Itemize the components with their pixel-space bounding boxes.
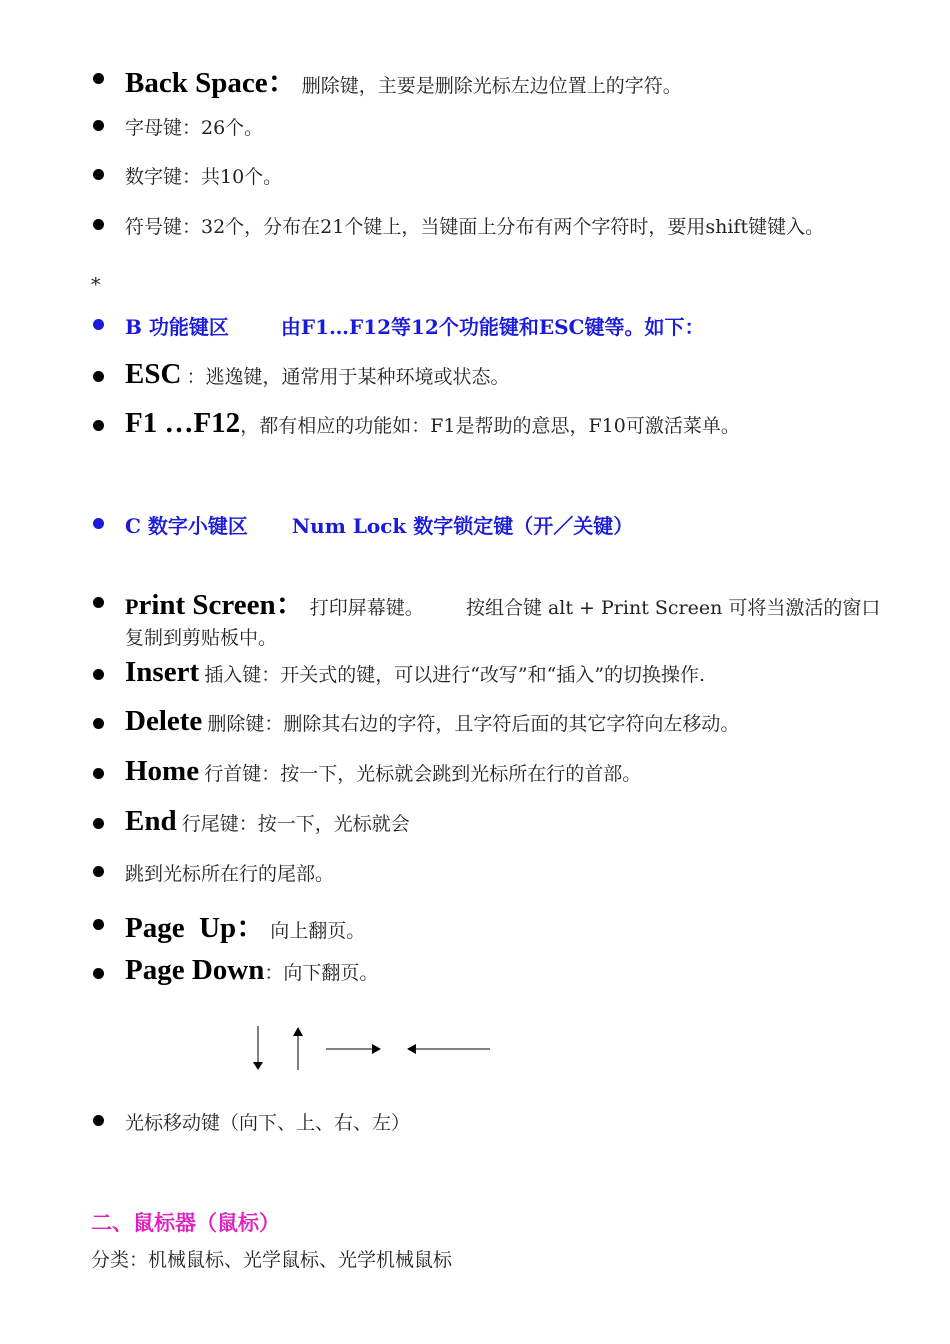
key-description: ，都有相应的功能如：F1是帮助的意思，F10可激活菜单。 xyxy=(240,415,740,437)
key-name: Insert xyxy=(125,656,200,688)
key-name: ESC xyxy=(125,358,182,390)
key-name: F1 …F12 xyxy=(125,407,241,439)
list-item xyxy=(0,60,950,100)
bullet xyxy=(93,371,104,382)
key-name: Delete xyxy=(125,705,203,737)
section-label: B 功能键区 xyxy=(125,315,229,339)
cursor-arrows-diagram xyxy=(0,1020,950,1080)
bullet xyxy=(93,818,104,829)
list-item xyxy=(0,858,950,888)
list-item xyxy=(0,755,950,795)
key-name-initial: P xyxy=(125,594,139,619)
key-description: 删除键，主要是删除光标左边位置上的字符。 xyxy=(301,75,682,97)
section-heading-mouse: 二、鼠标器（鼠标） xyxy=(91,1210,280,1235)
continuation-line: 复制到剪贴板中。 xyxy=(125,627,278,649)
bullet xyxy=(93,73,104,84)
bullet xyxy=(93,597,104,608)
key-description: 向上翻页。 xyxy=(270,920,366,942)
key-description: 插入键：开关式的键，可以进行“改写”和“插入”的切换操作. xyxy=(204,664,706,686)
list-item xyxy=(0,954,950,994)
list-item xyxy=(0,211,950,241)
bullet xyxy=(93,319,104,330)
list-item xyxy=(0,656,950,696)
arrow-down-icon xyxy=(253,1026,263,1070)
key-description: 光标移动键（向下、上、右、左） xyxy=(125,1112,411,1134)
arrow-up-icon xyxy=(293,1027,303,1070)
key-description: 删除键：删除其右边的字符，且字符后面的其它字符向左移动。 xyxy=(207,713,740,735)
list-item xyxy=(0,582,950,622)
bullet xyxy=(93,669,104,680)
key-description: 数字键：共10个。 xyxy=(125,166,283,188)
list-item xyxy=(0,705,950,745)
bullet xyxy=(93,169,104,180)
list-item xyxy=(0,1107,950,1137)
key-name: Back Space： xyxy=(125,67,297,99)
key-name: End xyxy=(125,805,177,837)
bullet xyxy=(93,420,104,431)
section-heading-b xyxy=(0,311,950,341)
bullet xyxy=(93,219,104,230)
list-item xyxy=(0,905,950,945)
key-description: 符号键：32个，分布在21个键上，当键面上分布有两个字符时，要用shift键键入。 xyxy=(125,216,825,238)
section-text: Num Lock 数字锁定键（开／关键） xyxy=(291,514,634,538)
list-item xyxy=(0,805,950,845)
key-description: ：向下翻页。 xyxy=(264,962,379,984)
key-name: Home xyxy=(125,755,200,787)
bullet xyxy=(93,968,104,979)
asterisk-marker: * xyxy=(91,274,101,296)
key-name: rint Screen： xyxy=(138,589,305,621)
key-name: Page Down xyxy=(125,954,265,986)
bullet xyxy=(93,866,104,877)
key-description: 打印屏幕键。 xyxy=(309,597,424,619)
key-extra: 按组合键 alt + Print Screen 可将当激活的窗口 xyxy=(465,597,881,619)
section-text: 由F1…F12等12个功能键和ESC键等。如下： xyxy=(280,315,705,339)
key-description: 字母键：26个。 xyxy=(125,117,264,139)
key-description: 跳到光标所在行的尾部。 xyxy=(125,863,335,885)
key-description: ：逃逸键，通常用于某种环境或状态。 xyxy=(186,366,510,388)
list-item xyxy=(0,161,950,191)
bullet xyxy=(93,120,104,131)
key-description: 行尾键：按一下，光标就会 xyxy=(181,813,410,835)
paragraph: 分类：机械鼠标、光学鼠标、光学机械鼠标 xyxy=(91,1249,453,1271)
key-description: 行首键：按一下，光标就会跳到光标所在行的首部。 xyxy=(204,763,642,785)
arrow-right-icon xyxy=(326,1044,381,1054)
bullet xyxy=(93,768,104,779)
list-item xyxy=(0,407,950,447)
list-item xyxy=(0,358,950,398)
bullet xyxy=(93,518,104,529)
section-label: C 数字小键区 xyxy=(125,514,248,538)
bullet xyxy=(93,718,104,729)
list-item xyxy=(0,112,950,142)
bullet xyxy=(93,919,104,930)
section-heading-c xyxy=(0,510,950,540)
key-name: Page Up： xyxy=(125,912,266,944)
bullet xyxy=(93,1115,104,1126)
arrow-left-icon xyxy=(407,1044,490,1054)
